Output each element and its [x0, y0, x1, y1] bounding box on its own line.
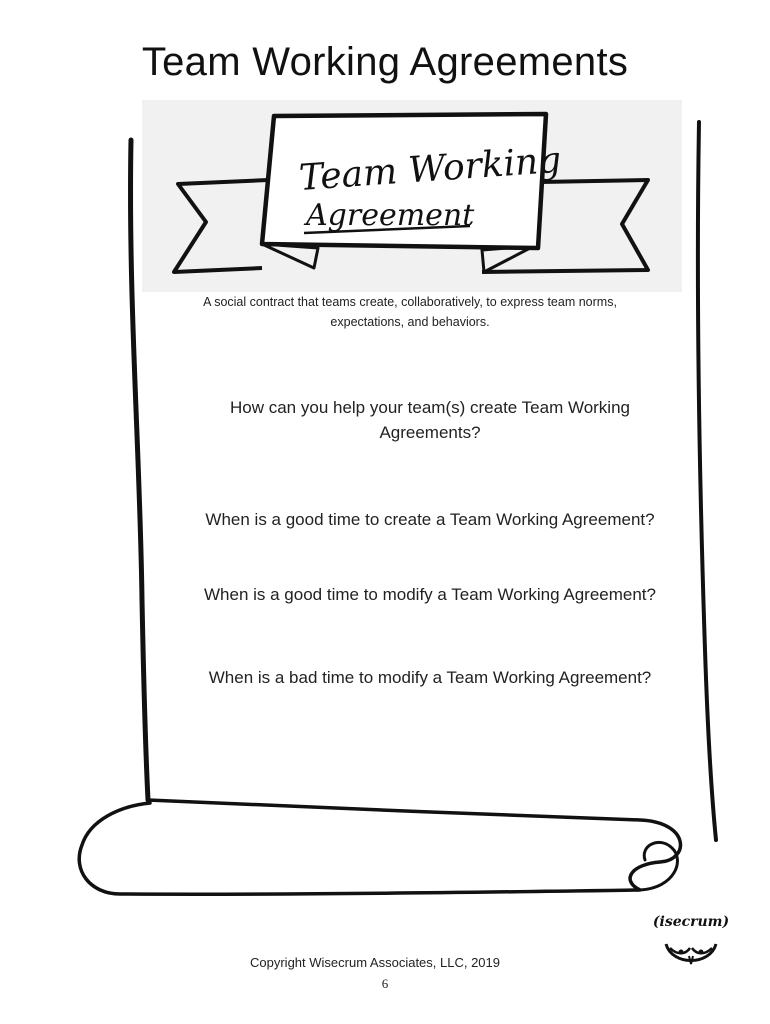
- question-2: When is a good time to create a Team Working Agreement?: [205, 510, 655, 529]
- subtitle: A social contract that teams create, collaboratively, to express team norms, expectations, and behaviors.: [203, 295, 617, 329]
- page-number: 6: [381, 976, 389, 991]
- banner-text-line2: Agreement: [306, 198, 475, 233]
- question-4: When is a bad time to modify a Team Working Agreement?: [208, 668, 652, 687]
- question-3: When is a good time to modify a Team Working Agreement?: [204, 585, 656, 604]
- scroll-right-edge: [698, 122, 716, 840]
- page-title: Team Working Agreements: [141, 40, 629, 84]
- owl-icon: [652, 908, 730, 974]
- question-1: How can you help your team(s) create Team Working Agreements?: [230, 398, 630, 442]
- wisecrum-logo: [652, 908, 730, 974]
- scroll-bottom-roll: [79, 800, 680, 894]
- copyright-text: Copyright Wisecrum Associates, LLC, 2019: [250, 955, 500, 970]
- logo-text: (isecrum): [652, 914, 730, 930]
- banner-text-line1: Team Working: [297, 139, 563, 199]
